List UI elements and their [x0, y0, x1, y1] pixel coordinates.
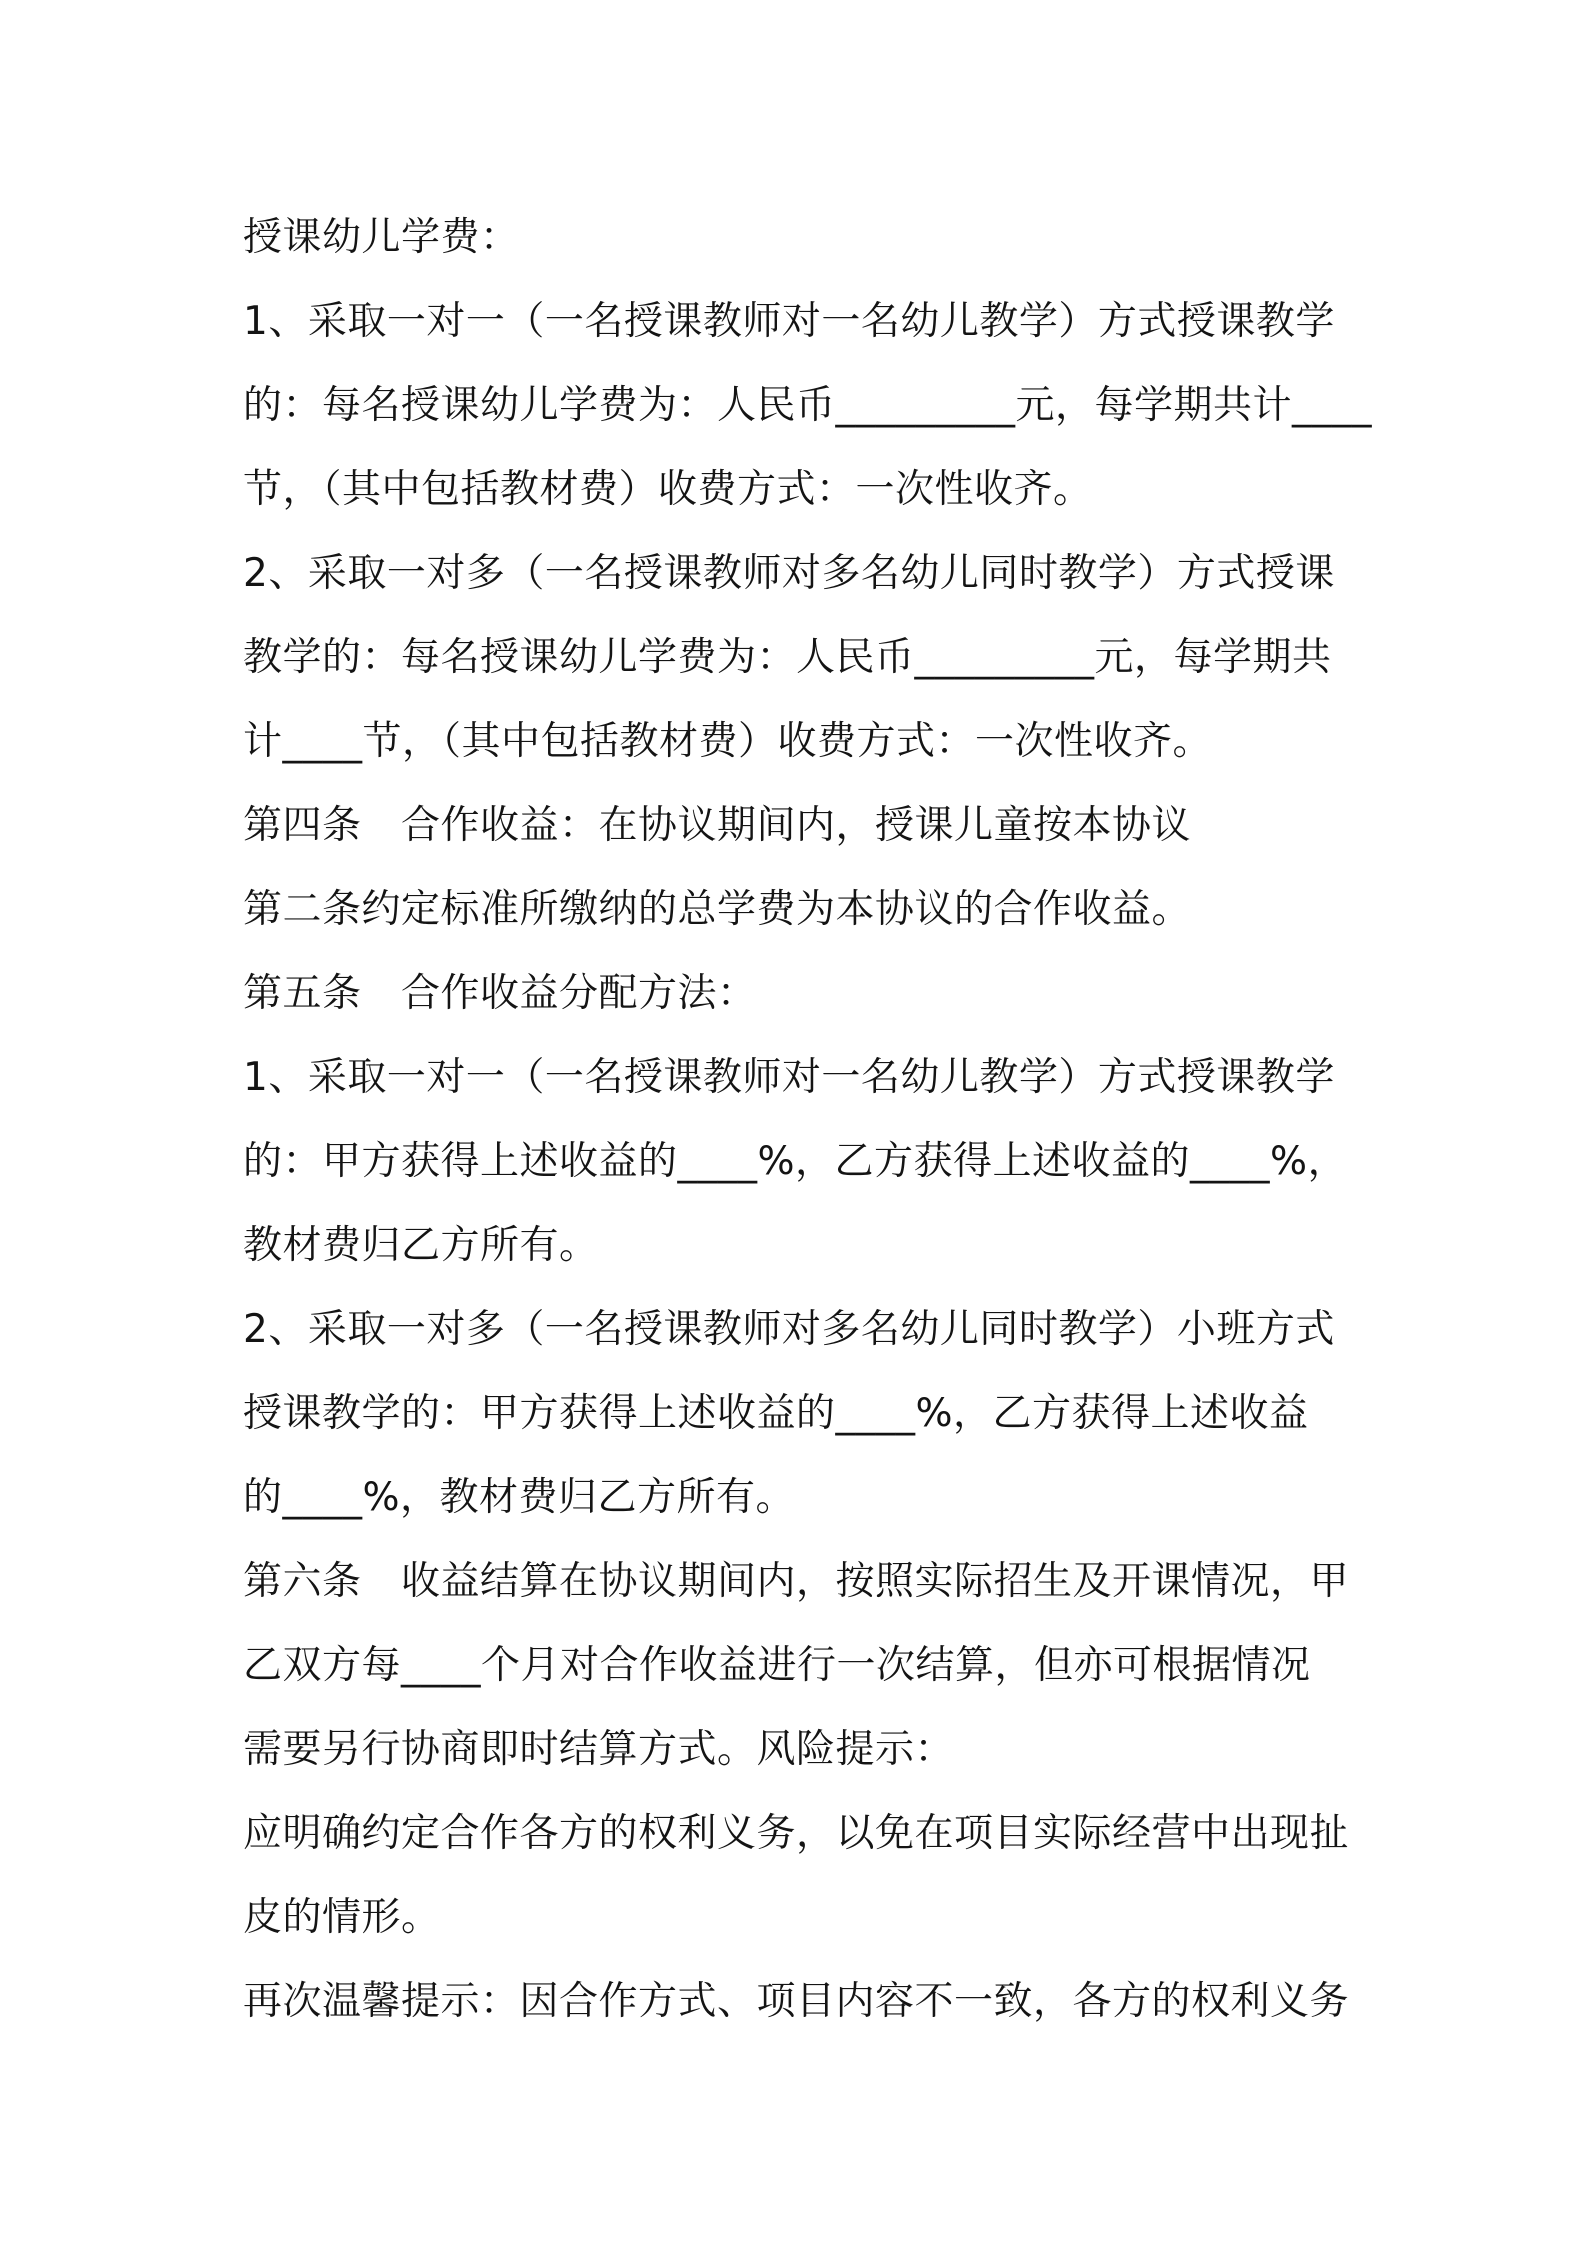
text-line: 授课教学的：甲方获得上述收益的____%，乙方获得上述收益: [243, 1391, 1309, 1436]
text-line: 的：每名授课幼儿学费为：人民币_________元，每学期共计____: [243, 383, 1373, 428]
text-line: 第四条 合作收益：在协议期间内，授课儿童按本协议: [243, 803, 1192, 848]
text-line: 教材费归乙方所有。: [243, 1223, 599, 1268]
document-body: [243, 196, 1373, 2044]
text-line: 计____节，（其中包括教材费）收费方式：一次性收齐。: [243, 719, 1213, 764]
text-line: 第五条 合作收益分配方法：: [243, 971, 757, 1016]
text-line: 教学的：每名授课幼儿学费为：人民币_________元，每学期共: [243, 635, 1332, 680]
text-line: 节，（其中包括教材费）收费方式：一次性收齐。: [243, 467, 1093, 512]
text-line: 1、采取一对一（一名授课教师对一名幼儿教学）方式授课教学: [243, 299, 1335, 344]
text-line: 的____%，教材费归乙方所有。: [243, 1475, 796, 1520]
text-line: 皮的情形。: [243, 1895, 441, 1940]
text-line: 乙双方每____个月对合作收益进行一次结算，但亦可根据情况: [243, 1643, 1311, 1688]
text-line: 2、采取一对多（一名授课教师对多名幼儿同时教学）小班方式: [243, 1307, 1335, 1352]
text-line: 授课幼儿学费：: [243, 215, 520, 260]
text-line: 应明确约定合作各方的权利义务，以免在项目实际经营中出现扯: [243, 1811, 1350, 1856]
text-line: 第六条 收益结算在协议期间内，按照实际招生及开课情况，甲: [243, 1559, 1350, 1604]
text-line: 2、采取一对多（一名授课教师对多名幼儿同时教学）方式授课: [243, 551, 1335, 596]
text-line: 需要另行协商即时结算方式。风险提示：: [243, 1727, 955, 1772]
text-line: 第二条约定标准所缴纳的总学费为本协议的合作收益。: [243, 887, 1192, 932]
text-line: 1、采取一对一（一名授课教师对一名幼儿教学）方式授课教学: [243, 1055, 1335, 1100]
text-line: 的：甲方获得上述收益的____%，乙方获得上述收益的____%，: [243, 1139, 1348, 1184]
text-line: 再次温馨提示：因合作方式、项目内容不一致，各方的权利义务: [243, 1979, 1350, 2024]
